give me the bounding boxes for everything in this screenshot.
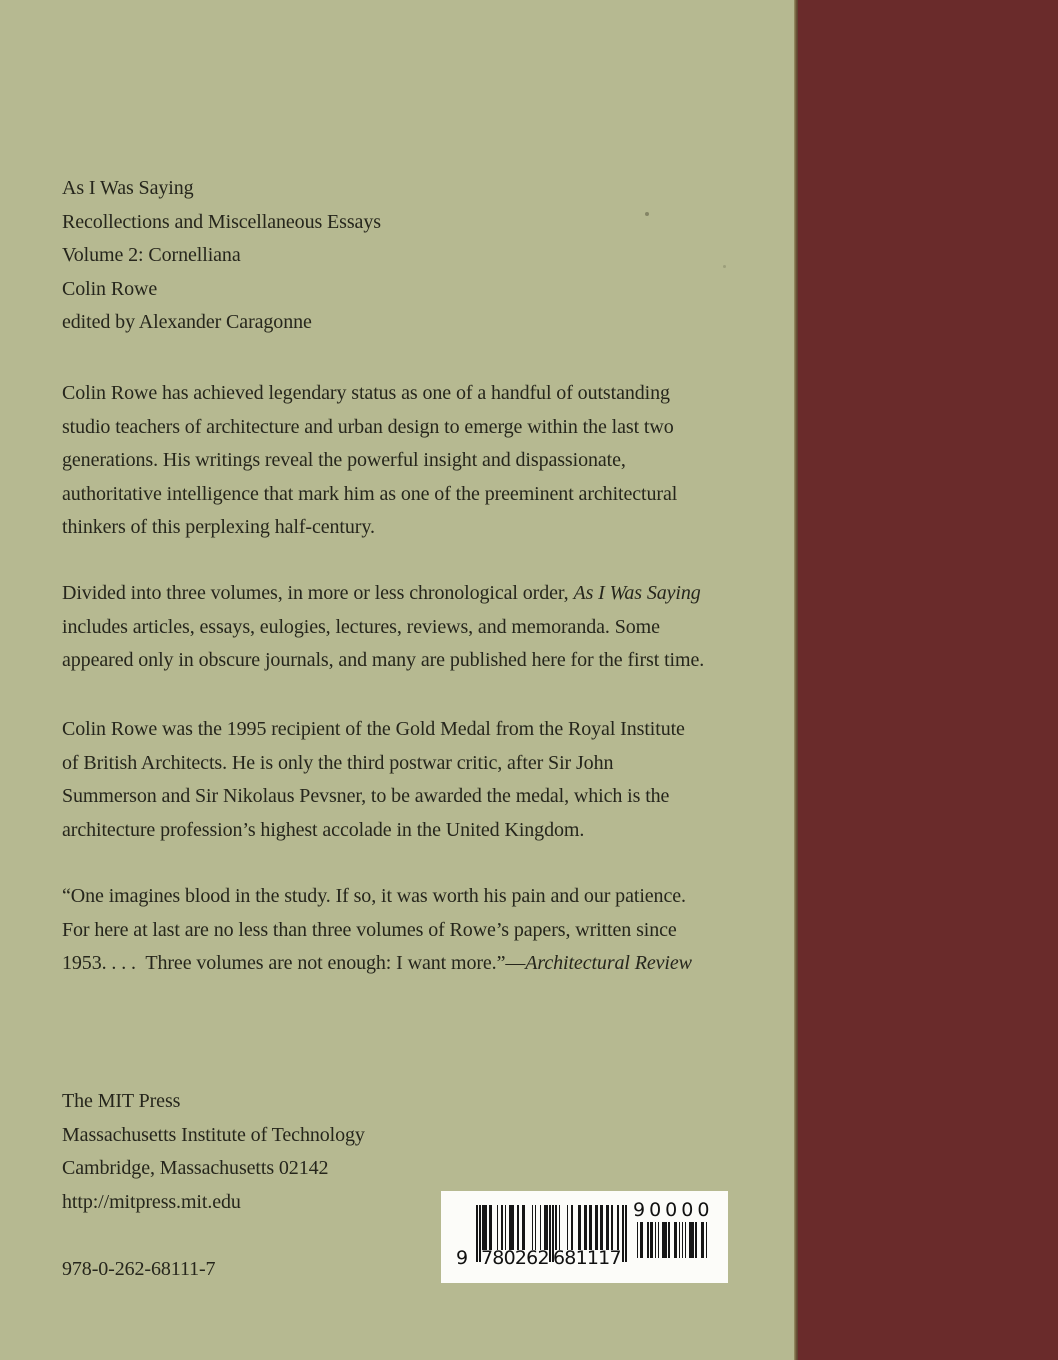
spine-color-stripe xyxy=(798,0,1058,1360)
barcode-bar xyxy=(600,1205,603,1250)
publisher-address-block xyxy=(62,1085,365,1219)
barcode-bar xyxy=(637,1222,639,1258)
italic-text-segment: As I Was Saying xyxy=(573,582,701,604)
text-segment: authoritative intelligence that mark him as one of the preeminent architectural xyxy=(62,482,678,505)
scan-speck xyxy=(723,265,726,268)
text-line xyxy=(62,814,685,848)
text-line xyxy=(62,444,677,478)
barcode-bar xyxy=(679,1222,681,1258)
text-segment: The MIT Press xyxy=(62,1090,181,1112)
text-line xyxy=(62,511,677,545)
barcode-bar xyxy=(701,1222,704,1258)
barcode-bar xyxy=(571,1205,573,1250)
title-block xyxy=(62,172,381,340)
text-segment: “One imagines blood in the study. If so, it was worth his pain and our patience. xyxy=(62,885,686,907)
text-segment: Recollections and Miscellaneous Essays xyxy=(62,210,381,233)
barcode-bar xyxy=(685,1222,687,1258)
text-segment: Colin Rowe has achieved legendary status as one of a handful of outstanding xyxy=(62,382,670,404)
barcode-bar xyxy=(662,1222,667,1258)
barcode-bar xyxy=(540,1205,542,1250)
barcode-bar xyxy=(544,1205,547,1250)
barcode-bar xyxy=(567,1205,569,1250)
text-line xyxy=(62,1119,365,1153)
barcode-bar xyxy=(559,1205,561,1250)
barcode-leading-digit: 9 xyxy=(456,1247,468,1269)
text-segment: Colin Rowe xyxy=(62,277,158,300)
text-segment: edited by Alexander Caragonne xyxy=(62,311,312,333)
barcode-bar xyxy=(695,1222,697,1258)
text-line xyxy=(62,411,677,445)
text-segment: As I Was Saying xyxy=(62,177,194,199)
review-quote xyxy=(62,880,692,981)
text-line xyxy=(62,914,692,948)
barcode-bar xyxy=(555,1205,557,1250)
text-line xyxy=(62,611,704,645)
text-segment: Summerson and Sir Nikolaus Pevsner, to be awarded the medal, which is the xyxy=(62,785,670,807)
barcode-bar xyxy=(682,1222,684,1258)
scan-speck xyxy=(645,212,649,216)
barcode-bar xyxy=(549,1205,551,1262)
barcode-bar xyxy=(517,1205,519,1250)
text-line xyxy=(62,273,381,307)
ean5-supplement-barcode xyxy=(635,1222,707,1258)
text-segment: Divided into three volumes, in more or less chronological order, xyxy=(62,582,574,604)
barcode-supplement-digits: 90000 xyxy=(633,1199,714,1221)
text-segment: Volume 2: Cornelliana xyxy=(62,244,241,266)
barcode-label xyxy=(441,1191,728,1283)
text-segment: includes articles, essays, eulogies, lectures, reviews, and memoranda. Some xyxy=(62,615,660,638)
barcode-bar xyxy=(578,1205,581,1250)
text-segment: thinkers of this perplexing half-century. xyxy=(62,516,375,538)
text-line xyxy=(62,478,677,512)
barcode-bar xyxy=(668,1222,670,1258)
text-segment: Colin Rowe was the 1995 recipient of the Gold Medal from the Royal Institute xyxy=(62,718,685,740)
text-segment: of British Architects. He is only the third postwar critic, after Sir John xyxy=(62,751,614,774)
text-segment: Massachusetts Institute of Technology xyxy=(62,1123,365,1146)
barcode-bar xyxy=(650,1222,653,1258)
text-line xyxy=(62,239,381,273)
barcode-bar xyxy=(476,1205,478,1262)
text-segment: generations. His writings reveal the powerful insight and dispassionate, xyxy=(62,449,626,471)
barcode-bar xyxy=(689,1222,694,1258)
text-line xyxy=(62,880,692,914)
text-line xyxy=(62,577,704,611)
text-line xyxy=(62,1085,365,1119)
text-line xyxy=(62,172,381,206)
barcode-bar xyxy=(647,1222,649,1258)
barcode-bar xyxy=(505,1205,507,1250)
barcode-bar xyxy=(584,1205,587,1250)
text-segment: architecture profession’s highest accolade in the United Kingdom. xyxy=(62,818,585,841)
text-line xyxy=(62,206,381,240)
text-line xyxy=(62,713,685,747)
barcode-bar xyxy=(658,1222,660,1258)
barcode-bar xyxy=(482,1205,487,1250)
text-segment: appeared only in obscure journals, and many are published here for the first time. xyxy=(62,649,705,671)
barcode-digits-group1: 780262 xyxy=(481,1247,549,1269)
text-line xyxy=(62,306,381,340)
barcode-bar xyxy=(655,1222,657,1258)
text-line xyxy=(62,780,685,814)
text-line xyxy=(62,947,692,981)
barcode-bar xyxy=(622,1205,624,1262)
text-line xyxy=(62,1152,365,1186)
text-segment: Cambridge, Massachusetts 02142 xyxy=(62,1157,329,1179)
blurb-paragraph-intro xyxy=(62,377,677,545)
blurb-paragraph-award xyxy=(62,713,685,847)
text-line xyxy=(62,747,685,781)
barcode-bar xyxy=(535,1205,537,1250)
barcode-bar xyxy=(625,1205,627,1262)
text-segment: 1953. . . . Three volumes are not enough: I want more.”— xyxy=(62,952,526,974)
isbn-text: 978-0-262-68111-7 xyxy=(62,1258,216,1280)
barcode-bar xyxy=(606,1205,609,1250)
text-segment: studio teachers of architecture and urban design to emerge within the last two xyxy=(62,415,674,438)
barcode-bar xyxy=(509,1205,514,1250)
text-segment: For here at last are no less than three volumes of Rowe’s papers, written since xyxy=(62,918,677,941)
barcode-bar xyxy=(595,1205,598,1250)
italic-text-segment: Architectural Review xyxy=(525,952,692,974)
barcode-bar xyxy=(589,1205,592,1250)
barcode-bar xyxy=(522,1205,525,1250)
barcode-bar xyxy=(640,1222,643,1258)
text-line xyxy=(62,377,677,411)
barcode-bar xyxy=(532,1205,534,1250)
barcode-bar xyxy=(674,1222,677,1258)
barcode-bar xyxy=(611,1205,613,1250)
text-segment: http://mitpress.mit.edu xyxy=(62,1190,241,1213)
barcode-bar xyxy=(617,1205,619,1250)
barcode-digits-group2: 681117 xyxy=(553,1247,621,1269)
barcode-bar xyxy=(489,1205,492,1250)
spine-edge-line xyxy=(794,0,798,1360)
blurb-paragraph-volumes xyxy=(62,577,704,678)
barcode-bar xyxy=(501,1205,503,1250)
barcode-bar xyxy=(497,1205,499,1250)
text-line xyxy=(62,1186,365,1220)
text-line xyxy=(62,644,704,678)
barcode-bar xyxy=(706,1222,708,1258)
